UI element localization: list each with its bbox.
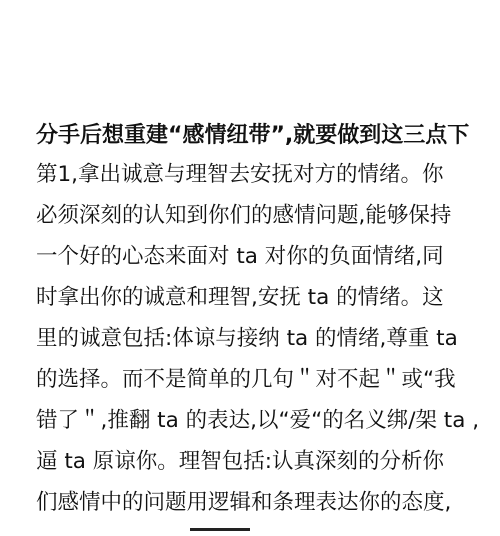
paragraph-line: 必须深刻的认知到你们的感情问题,能够保持 [36, 203, 452, 228]
cut-off-text-fragment [190, 524, 260, 536]
paragraph-line: 时拿出你的诚意和理智,安抚 ta 的情绪。这 [36, 285, 444, 310]
paragraph-line: 里的诚意包括:体谅与接纳 ta 的情绪,尊重 ta [36, 326, 458, 351]
paragraph-line: 第1,拿出诚意与理智去安抚对方的情绪。你 [36, 162, 444, 187]
paragraph-line: 们感情中的问题用逻辑和条理表达你的态度, [36, 490, 452, 515]
paragraph-line: 的选择。而不是简单的几句＂对不起＂或“我 [36, 367, 456, 392]
paragraph-line: 逼 ta 原谅你。理智包括:认真深刻的分析你 [36, 449, 445, 474]
article-title: 分手后想重建“感情纽带”,就要做到这三点下 [36, 123, 470, 148]
paragraph-line: 一个好的心态来面对 ta 对你的负面情绪,同 [36, 244, 444, 269]
paragraph-line: 错了＂,推翻 ta 的表达,以“爱“的名义绑/架 ta , [36, 408, 480, 433]
